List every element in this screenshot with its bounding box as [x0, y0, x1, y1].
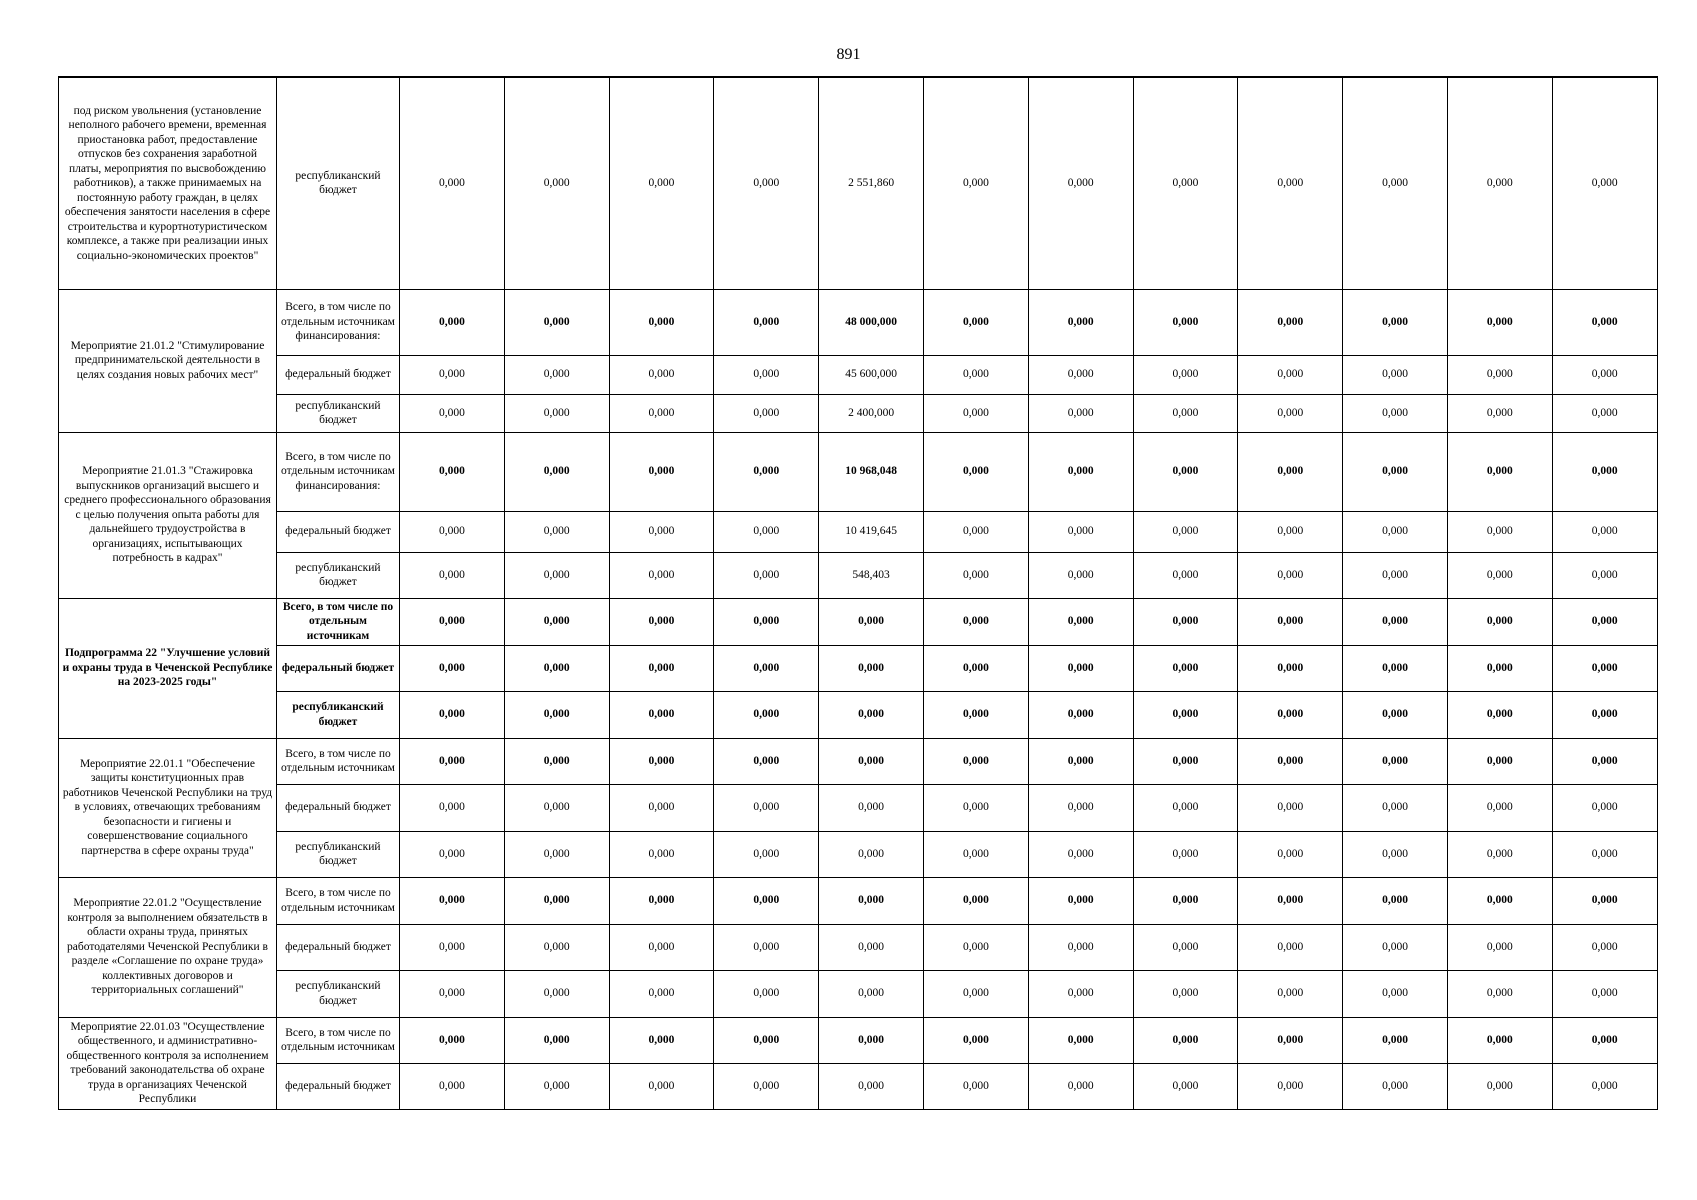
amount-cell: 0,000	[1343, 691, 1448, 738]
amount-cell: 0,000	[504, 691, 609, 738]
amount-cell: 0,000	[1343, 77, 1448, 289]
amount-cell: 0,000	[1343, 738, 1448, 784]
table-row	[59, 784, 1658, 831]
amount-cell: 0,000	[923, 691, 1028, 738]
amount-cell: 0,000	[400, 738, 505, 784]
amount-cell: 0,000	[1447, 831, 1552, 877]
amount-cell: 0,000	[609, 970, 714, 1017]
amount-cell: 0,000	[1447, 1063, 1552, 1109]
amount-cell: 0,000	[400, 970, 505, 1017]
amount-cell: 0,000	[1028, 598, 1133, 645]
amount-cell: 0,000	[1552, 924, 1657, 970]
amount-cell: 0,000	[1447, 355, 1552, 394]
amount-cell: 0,000	[400, 289, 505, 355]
funding-source-cell: Всего, в том числе по отдельным источникам	[277, 598, 400, 645]
amount-cell: 0,000	[1238, 552, 1343, 598]
amount-cell: 0,000	[1552, 645, 1657, 691]
amount-cell: 0,000	[1552, 1063, 1657, 1109]
amount-cell: 0,000	[609, 511, 714, 552]
amount-cell: 0,000	[1343, 1063, 1448, 1109]
amount-cell: 0,000	[1343, 552, 1448, 598]
amount-cell: 0,000	[400, 77, 505, 289]
amount-cell: 0,000	[1133, 738, 1238, 784]
amount-cell: 45 600,000	[819, 355, 924, 394]
amount-cell: 0,000	[1028, 511, 1133, 552]
amount-cell: 0,000	[609, 432, 714, 511]
amount-cell: 0,000	[609, 355, 714, 394]
amount-cell: 0,000	[923, 1017, 1028, 1063]
amount-cell: 0,000	[504, 1063, 609, 1109]
amount-cell: 0,000	[609, 831, 714, 877]
amount-cell: 0,000	[609, 1017, 714, 1063]
amount-cell: 0,000	[1447, 77, 1552, 289]
amount-cell: 0,000	[1133, 355, 1238, 394]
amount-cell: 0,000	[1133, 645, 1238, 691]
amount-cell: 0,000	[1028, 77, 1133, 289]
amount-cell: 0,000	[1133, 432, 1238, 511]
amount-cell: 0,000	[714, 1017, 819, 1063]
amount-cell: 0,000	[1343, 784, 1448, 831]
funding-source-cell: республиканский бюджет	[277, 831, 400, 877]
amount-cell: 0,000	[1133, 970, 1238, 1017]
amount-cell: 0,000	[1552, 552, 1657, 598]
activity-name-cell: Мероприятие 22.01.2 "Осуществление контроля за выполнением обязательств в области охраны труда, принятых работодателями Чеченской Республики в разделе «Соглашение по охране труда» коллективных договоров и территориальных соглашений"	[59, 877, 277, 1017]
table-row	[59, 1017, 1658, 1063]
amount-cell: 0,000	[714, 645, 819, 691]
amount-cell: 0,000	[1552, 598, 1657, 645]
amount-cell: 0,000	[1552, 691, 1657, 738]
amount-cell: 0,000	[609, 552, 714, 598]
amount-cell: 0,000	[609, 289, 714, 355]
amount-cell: 0,000	[1238, 738, 1343, 784]
amount-cell: 2 551,860	[819, 77, 924, 289]
amount-cell: 0,000	[1028, 394, 1133, 432]
funding-source-cell: федеральный бюджет	[277, 1063, 400, 1109]
amount-cell: 0,000	[1447, 1017, 1552, 1063]
activity-name-cell: Мероприятие 22.01.1 "Обеспечение защиты конституционных прав работников Чеченской Республики на труд в условиях, отвечающих требованиям безопасности и гигиены и совершенствование социального партнерства в сфере охраны труда"	[59, 738, 277, 877]
amount-cell: 0,000	[1238, 970, 1343, 1017]
amount-cell: 0,000	[1552, 511, 1657, 552]
funding-source-cell: Всего, в том числе по отдельным источникам	[277, 738, 400, 784]
funding-source-cell: республиканский бюджет	[277, 552, 400, 598]
amount-cell: 0,000	[400, 1063, 505, 1109]
amount-cell: 0,000	[714, 1063, 819, 1109]
amount-cell: 0,000	[1343, 877, 1448, 924]
amount-cell: 0,000	[714, 432, 819, 511]
amount-cell: 0,000	[714, 738, 819, 784]
amount-cell: 0,000	[609, 784, 714, 831]
amount-cell: 0,000	[714, 394, 819, 432]
amount-cell: 0,000	[400, 432, 505, 511]
amount-cell: 0,000	[1238, 77, 1343, 289]
amount-cell: 0,000	[714, 552, 819, 598]
amount-cell: 0,000	[1028, 1063, 1133, 1109]
amount-cell: 0,000	[504, 394, 609, 432]
amount-cell: 0,000	[819, 970, 924, 1017]
amount-cell: 2 400,000	[819, 394, 924, 432]
amount-cell: 0,000	[1238, 645, 1343, 691]
amount-cell: 0,000	[1238, 355, 1343, 394]
amount-cell: 0,000	[714, 831, 819, 877]
amount-cell: 0,000	[400, 924, 505, 970]
amount-cell: 0,000	[1238, 511, 1343, 552]
funding-source-cell: федеральный бюджет	[277, 511, 400, 552]
funding-source-cell: Всего, в том числе по отдельным источникам финансирования:	[277, 289, 400, 355]
amount-cell: 0,000	[400, 691, 505, 738]
amount-cell: 0,000	[400, 598, 505, 645]
amount-cell: 0,000	[1447, 877, 1552, 924]
amount-cell: 0,000	[1238, 289, 1343, 355]
amount-cell: 0,000	[1552, 738, 1657, 784]
funding-source-cell: Всего, в том числе по отдельным источникам	[277, 1017, 400, 1063]
amount-cell: 0,000	[400, 784, 505, 831]
amount-cell: 0,000	[923, 645, 1028, 691]
amount-cell: 0,000	[1238, 598, 1343, 645]
amount-cell: 0,000	[504, 77, 609, 289]
amount-cell: 0,000	[1343, 924, 1448, 970]
budget-table-body	[59, 77, 1658, 1109]
amount-cell: 0,000	[1238, 691, 1343, 738]
activity-name-cell: Подпрограмма 22 "Улучшение условий и охраны труда в Чеченской Республике на 2023-2025 годы"	[59, 598, 277, 738]
amount-cell: 0,000	[819, 738, 924, 784]
amount-cell: 0,000	[1133, 877, 1238, 924]
amount-cell: 0,000	[609, 738, 714, 784]
amount-cell: 0,000	[714, 289, 819, 355]
funding-source-cell: республиканский бюджет	[277, 77, 400, 289]
amount-cell: 0,000	[1552, 970, 1657, 1017]
amount-cell: 0,000	[609, 877, 714, 924]
table-row	[59, 77, 1658, 289]
amount-cell: 0,000	[1028, 924, 1133, 970]
amount-cell: 0,000	[504, 552, 609, 598]
amount-cell: 0,000	[1133, 511, 1238, 552]
amount-cell: 0,000	[923, 738, 1028, 784]
amount-cell: 0,000	[714, 355, 819, 394]
amount-cell: 0,000	[1343, 970, 1448, 1017]
amount-cell: 0,000	[1447, 784, 1552, 831]
amount-cell: 0,000	[1238, 394, 1343, 432]
amount-cell: 0,000	[400, 552, 505, 598]
amount-cell: 0,000	[1447, 432, 1552, 511]
amount-cell: 0,000	[400, 394, 505, 432]
amount-cell: 0,000	[504, 831, 609, 877]
amount-cell: 0,000	[923, 877, 1028, 924]
amount-cell: 0,000	[923, 511, 1028, 552]
activity-name-cell: Мероприятие 21.01.2 "Стимулирование предпринимательской деятельности в целях создания новых рабочих мест"	[59, 289, 277, 432]
amount-cell: 0,000	[819, 645, 924, 691]
table-row	[59, 552, 1658, 598]
funding-source-cell: республиканский бюджет	[277, 691, 400, 738]
amount-cell: 0,000	[1447, 924, 1552, 970]
amount-cell: 0,000	[1343, 432, 1448, 511]
amount-cell: 0,000	[819, 784, 924, 831]
amount-cell: 0,000	[1552, 432, 1657, 511]
amount-cell: 0,000	[1447, 691, 1552, 738]
amount-cell: 0,000	[1028, 432, 1133, 511]
amount-cell: 0,000	[714, 924, 819, 970]
amount-cell: 0,000	[504, 645, 609, 691]
amount-cell: 0,000	[1133, 691, 1238, 738]
amount-cell: 0,000	[1238, 924, 1343, 970]
amount-cell: 0,000	[504, 598, 609, 645]
amount-cell: 0,000	[504, 289, 609, 355]
table-row	[59, 831, 1658, 877]
amount-cell: 0,000	[1133, 598, 1238, 645]
funding-source-cell: республиканский бюджет	[277, 970, 400, 1017]
amount-cell: 0,000	[1447, 552, 1552, 598]
amount-cell: 0,000	[1552, 289, 1657, 355]
amount-cell: 0,000	[1447, 598, 1552, 645]
table-row	[59, 598, 1658, 645]
amount-cell: 0,000	[923, 598, 1028, 645]
table-row	[59, 1063, 1658, 1109]
amount-cell: 0,000	[1133, 1063, 1238, 1109]
amount-cell: 0,000	[714, 784, 819, 831]
amount-cell: 0,000	[1238, 432, 1343, 511]
table-row	[59, 970, 1658, 1017]
amount-cell: 0,000	[400, 831, 505, 877]
amount-cell: 0,000	[1028, 1017, 1133, 1063]
amount-cell: 0,000	[923, 552, 1028, 598]
table-row	[59, 511, 1658, 552]
table-row	[59, 645, 1658, 691]
amount-cell: 0,000	[1343, 598, 1448, 645]
amount-cell: 0,000	[1343, 831, 1448, 877]
amount-cell: 0,000	[1028, 738, 1133, 784]
amount-cell: 10 968,048	[819, 432, 924, 511]
amount-cell: 0,000	[1133, 394, 1238, 432]
funding-source-cell: федеральный бюджет	[277, 924, 400, 970]
amount-cell: 0,000	[504, 924, 609, 970]
amount-cell: 0,000	[923, 924, 1028, 970]
amount-cell: 0,000	[609, 77, 714, 289]
amount-cell: 0,000	[504, 432, 609, 511]
page-number: 891	[836, 46, 861, 63]
amount-cell: 0,000	[1238, 877, 1343, 924]
amount-cell: 48 000,000	[819, 289, 924, 355]
amount-cell: 0,000	[819, 1017, 924, 1063]
amount-cell: 0,000	[714, 511, 819, 552]
funding-source-cell: федеральный бюджет	[277, 645, 400, 691]
amount-cell: 0,000	[1028, 645, 1133, 691]
amount-cell: 0,000	[400, 355, 505, 394]
amount-cell: 0,000	[1552, 877, 1657, 924]
funding-source-cell: Всего, в том числе по отдельным источникам	[277, 877, 400, 924]
table-row	[59, 691, 1658, 738]
amount-cell: 0,000	[1028, 784, 1133, 831]
amount-cell: 0,000	[1343, 645, 1448, 691]
amount-cell: 0,000	[1238, 1063, 1343, 1109]
amount-cell: 0,000	[923, 432, 1028, 511]
amount-cell: 0,000	[504, 355, 609, 394]
table-row	[59, 432, 1658, 511]
table-row	[59, 394, 1658, 432]
amount-cell: 0,000	[819, 691, 924, 738]
amount-cell: 0,000	[1552, 394, 1657, 432]
amount-cell: 0,000	[1028, 355, 1133, 394]
amount-cell: 548,403	[819, 552, 924, 598]
amount-cell: 0,000	[1343, 511, 1448, 552]
amount-cell: 0,000	[1552, 784, 1657, 831]
table-row	[59, 738, 1658, 784]
amount-cell: 0,000	[1343, 355, 1448, 394]
amount-cell: 0,000	[400, 645, 505, 691]
funding-source-cell: республиканский бюджет	[277, 394, 400, 432]
amount-cell: 0,000	[504, 877, 609, 924]
amount-cell: 0,000	[400, 877, 505, 924]
amount-cell: 0,000	[923, 77, 1028, 289]
amount-cell: 0,000	[504, 784, 609, 831]
amount-cell: 0,000	[609, 394, 714, 432]
activity-name-cell: Мероприятие 22.01.03 "Осуществление общественного, и административно-общественного контроля за исполнением требований законодательства об охране труда в организациях Чеченской Республики	[59, 1017, 277, 1109]
funding-source-cell: Всего, в том числе по отдельным источникам финансирования:	[277, 432, 400, 511]
amount-cell: 0,000	[819, 598, 924, 645]
amount-cell: 0,000	[1343, 394, 1448, 432]
amount-cell: 0,000	[1133, 77, 1238, 289]
amount-cell: 0,000	[1343, 289, 1448, 355]
amount-cell: 0,000	[400, 1017, 505, 1063]
activity-name-cell: Мероприятие 21.01.3 "Стажировка выпускников организаций высшего и среднего профессионального образования с целью получения опыта работы для дальнейшего трудоустройства в организациях, испытывающих потребность в кадрах"	[59, 432, 277, 598]
amount-cell: 0,000	[819, 924, 924, 970]
amount-cell: 0,000	[1447, 511, 1552, 552]
amount-cell: 0,000	[1028, 289, 1133, 355]
amount-cell: 0,000	[923, 355, 1028, 394]
table-row	[59, 289, 1658, 355]
amount-cell: 0,000	[504, 970, 609, 1017]
amount-cell: 0,000	[400, 511, 505, 552]
amount-cell: 0,000	[923, 831, 1028, 877]
amount-cell: 0,000	[819, 1063, 924, 1109]
funding-source-cell: федеральный бюджет	[277, 784, 400, 831]
amount-cell: 0,000	[1028, 877, 1133, 924]
amount-cell: 10 419,645	[819, 511, 924, 552]
amount-cell: 0,000	[1447, 970, 1552, 1017]
amount-cell: 0,000	[1133, 552, 1238, 598]
amount-cell: 0,000	[609, 691, 714, 738]
amount-cell: 0,000	[1343, 1017, 1448, 1063]
amount-cell: 0,000	[923, 970, 1028, 1017]
amount-cell: 0,000	[923, 289, 1028, 355]
amount-cell: 0,000	[1447, 394, 1552, 432]
amount-cell: 0,000	[714, 877, 819, 924]
amount-cell: 0,000	[714, 691, 819, 738]
amount-cell: 0,000	[504, 738, 609, 784]
amount-cell: 0,000	[819, 877, 924, 924]
amount-cell: 0,000	[1133, 289, 1238, 355]
amount-cell: 0,000	[1238, 831, 1343, 877]
budget-table	[58, 76, 1658, 1110]
amount-cell: 0,000	[1028, 691, 1133, 738]
table-row	[59, 924, 1658, 970]
amount-cell: 0,000	[1028, 831, 1133, 877]
amount-cell: 0,000	[1447, 738, 1552, 784]
amount-cell: 0,000	[609, 645, 714, 691]
funding-source-cell: федеральный бюджет	[277, 355, 400, 394]
activity-name-cell: под риском увольнения (установление неполного рабочего времени, временная приостановка работ, предоставление отпусков без сохранения заработной платы, мероприятия по высвобождению работников), а также принимаемых на постоянную работу граждан, в целях обеспечения занятости населения в сфере строительства и курортнотуристическом комплексе, а также при реализации иных социально-экономических проектов"	[59, 77, 277, 289]
amount-cell: 0,000	[923, 1063, 1028, 1109]
amount-cell: 0,000	[1133, 831, 1238, 877]
amount-cell: 0,000	[609, 1063, 714, 1109]
table-row	[59, 355, 1658, 394]
amount-cell: 0,000	[1552, 355, 1657, 394]
amount-cell: 0,000	[714, 598, 819, 645]
amount-cell: 0,000	[923, 784, 1028, 831]
amount-cell: 0,000	[1133, 924, 1238, 970]
amount-cell: 0,000	[609, 598, 714, 645]
amount-cell: 0,000	[1028, 552, 1133, 598]
amount-cell: 0,000	[1552, 1017, 1657, 1063]
amount-cell: 0,000	[504, 1017, 609, 1063]
amount-cell: 0,000	[1133, 1017, 1238, 1063]
amount-cell: 0,000	[819, 831, 924, 877]
amount-cell: 0,000	[504, 511, 609, 552]
amount-cell: 0,000	[1238, 784, 1343, 831]
amount-cell: 0,000	[714, 77, 819, 289]
amount-cell: 0,000	[1552, 831, 1657, 877]
amount-cell: 0,000	[1447, 289, 1552, 355]
amount-cell: 0,000	[714, 970, 819, 1017]
amount-cell: 0,000	[1028, 970, 1133, 1017]
amount-cell: 0,000	[1447, 645, 1552, 691]
amount-cell: 0,000	[1238, 1017, 1343, 1063]
amount-cell: 0,000	[609, 924, 714, 970]
amount-cell: 0,000	[1133, 784, 1238, 831]
amount-cell: 0,000	[1552, 77, 1657, 289]
amount-cell: 0,000	[923, 394, 1028, 432]
table-row	[59, 877, 1658, 924]
